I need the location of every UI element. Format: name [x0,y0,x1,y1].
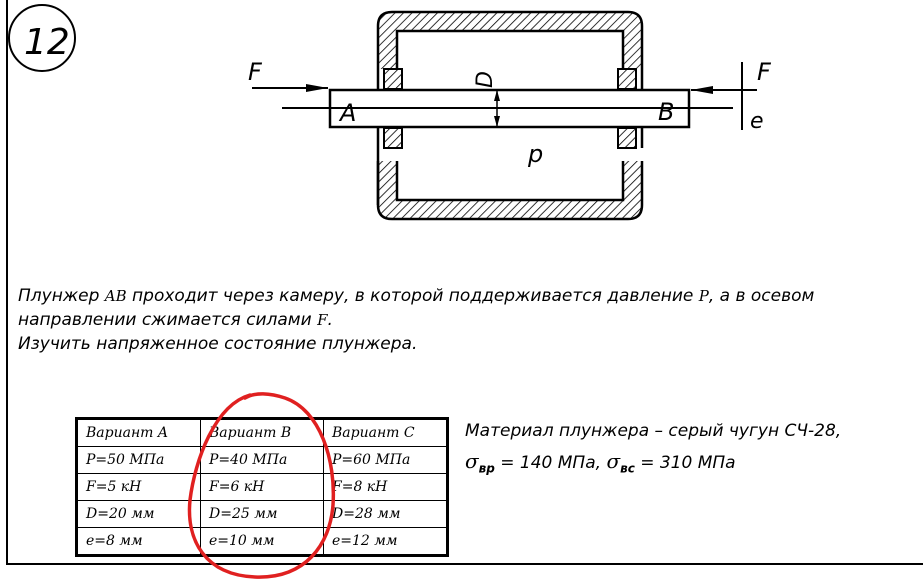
table-cell: e=10 мм [201,528,324,555]
table-cell: F=6 кН [201,474,324,501]
force-left-arrow [306,84,328,92]
label-force-left: F [248,58,262,86]
table-row [78,474,447,501]
table-row [78,447,447,474]
table-cell: P=40 МПа [201,447,324,474]
table-cell: F=8 кН [324,474,447,501]
problem-statement [18,284,908,356]
table-row [78,528,447,555]
table-header-row [78,420,447,447]
table-cell: P=50 МПа [78,447,201,474]
table-cell: e=12 мм [324,528,447,555]
table-row [78,501,447,528]
label-e: e [750,109,764,134]
label-force-right: F [757,58,771,86]
table-cell: D=28 мм [324,501,447,528]
material-info [465,416,841,483]
label-diameter: D [473,71,498,88]
sigma-symbol: σ [606,449,621,473]
label-pressure: p [528,140,544,168]
seal-left-top [384,69,402,89]
seal-left-bottom [384,128,402,148]
material-line: Материал плунжера – серый чугун СЧ-28, [465,421,842,441]
strength-line: $\sigma_{вр} = 140$ МПа, $\sigma_{вс} = 310$ МПа [465,449,736,476]
seal-right-bottom [618,128,636,148]
variants-table [77,419,447,555]
label-a: A [340,99,357,127]
header-variant-a: Вариант A [78,420,201,447]
header-variant-c: Вариант C [324,420,447,447]
table-cell: e=8 мм [78,528,201,555]
force-right-arrow [691,86,713,94]
statement-line-2: направлении сжимается силами F. [18,310,333,330]
problem-number: 12 [24,22,70,63]
table-cell: D=20 мм [78,501,201,528]
sigma-symbol: σ [465,449,479,473]
statement-line-1: Плунжер AB проходит через камеру, в которой поддерживается давление P, а в осевом [18,286,815,306]
header-variant-b: Вариант B [201,420,324,447]
table-cell: P=60 МПа [324,447,447,474]
statement-line-3: Изучить напряженное состояние плунжера. [18,334,418,354]
table-cell: F=5 кН [78,474,201,501]
label-b: B [658,98,675,126]
seal-right-top [618,69,636,89]
table-cell: D=25 мм [201,501,324,528]
